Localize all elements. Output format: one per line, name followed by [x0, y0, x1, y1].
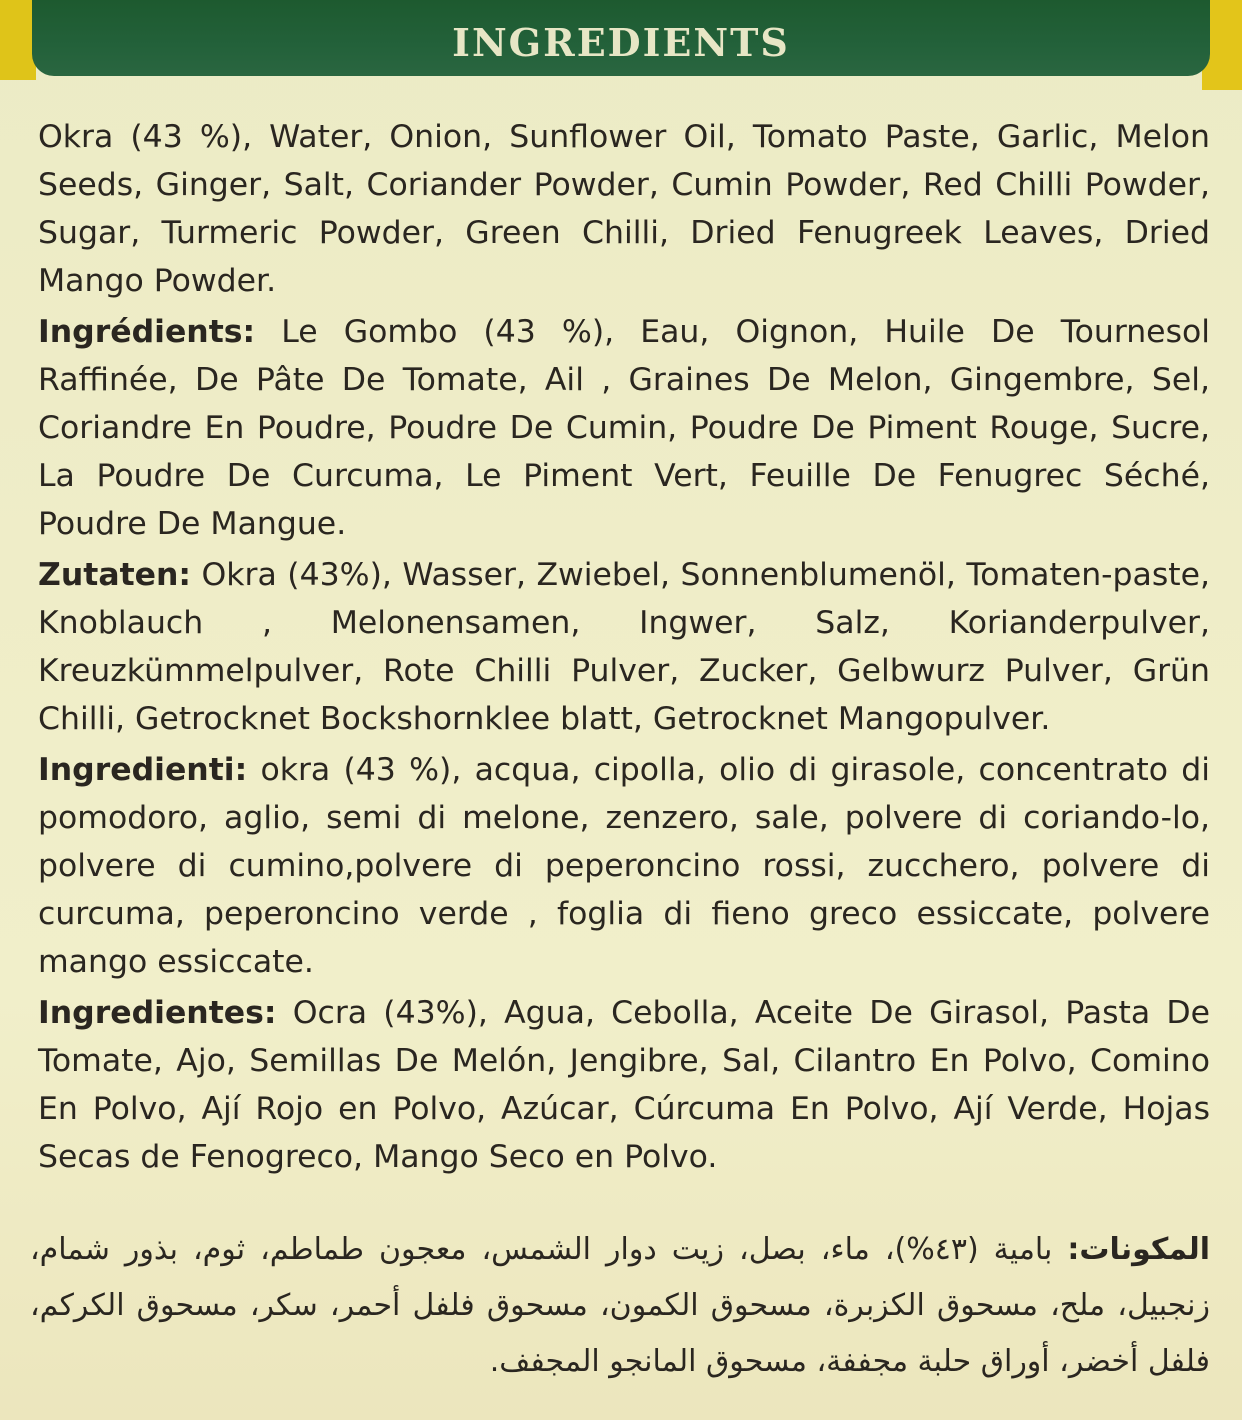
paragraph-lead: Ingrédients: — [38, 314, 256, 350]
paragraph-text: okra (43 %), acqua, cipolla, olio di girasole, concentrato di pomodoro, aglio, semi di melone, zenzero, sale, polvere di coriando-lo, polvere di cumino,polvere di peperoncino rossi, zucchero, polvere di curcuma, peperoncino verde , foglia di fieno greco essiccate, polvere mango essiccate. — [38, 752, 1210, 980]
paragraph-text: Ocra (43%), Agua, Cebolla, Aceite De Girasol, Pasta De Tomate, Ajo, Semillas De Melón, Jengibre, Sal, Cilantro En Polvo, Comino En Polvo, Ají Rojo en Polvo, Azúcar, Cúrcuma En Polvo, Ají Verde, Hojas Secas de Fenogreco, Mango Seco en Polvo. — [38, 995, 1210, 1175]
paragraph-text: Okra (43%), Wasser, Zwiebel, Sonnenblumenöl, Tomaten-paste, Knoblauch , Melonensamen, Ingwer, Salz, Korianderpulver, Kreuzkümmelpulver, Rote Chilli Pulver, Zucker, Gelbwurz Pulver, Grün Chilli, Getrocknet Bockshornklee blatt, Getrocknet Mangopulver. — [38, 557, 1210, 737]
paragraph-italian — [38, 746, 1210, 986]
paragraph-lead: Ingredienti: — [38, 752, 248, 788]
paragraph-arabic — [30, 1222, 1210, 1390]
paragraph-text: Okra (43 %), Water, Onion, Sunflower Oil, Tomato Paste, Garlic, Melon Seeds, Ginger, Salt, Coriander Powder, Cumin Powder, Red Chilli Powder, Sugar, Turmeric Powder, Green Chilli, Dried Fenugreek Leaves, Dried Mango Powder. — [38, 119, 1210, 299]
page-title: INGREDIENTS — [452, 20, 790, 65]
ingredients-list — [38, 113, 1210, 1184]
paragraph-french — [38, 308, 1210, 548]
paragraph-english — [38, 113, 1210, 305]
paragraph-lead: Zutaten: — [38, 557, 192, 593]
paragraph-lead: المكونات: — [1067, 1232, 1210, 1267]
paragraph-text: بامية (٤٣%)، ماء، بصل، زيت دوار الشمس، معجون طماطم، ثوم، بذور شمام، زنجبيل، ملح، مسحوق الكزبرة، مسحوق الكمون، مسحوق فلفل أحمر، سكر، مسحوق الكركم، فلفل أخضر، أوراق حلبة مجففة، مسحوق المانجو المجفف. — [30, 1232, 1210, 1379]
paragraph-spanish — [38, 989, 1210, 1181]
paragraph-text: Le Gombo (43 %), Eau, Oignon, Huile De Tournesol Raffinée, De Pâte De Tomate, Ail , Graines De Melon, Gingembre, Sel, Coriandre En Poudre, Poudre De Cumin, Poudre De Piment Rouge, Sucre, La Poudre De Curcuma, Le Piment Vert, Feuille De Fenugrec Séché, Poudre De Mangue. — [38, 314, 1210, 542]
paragraph-german — [38, 551, 1210, 743]
paragraph-lead: Ingredientes: — [38, 995, 277, 1031]
